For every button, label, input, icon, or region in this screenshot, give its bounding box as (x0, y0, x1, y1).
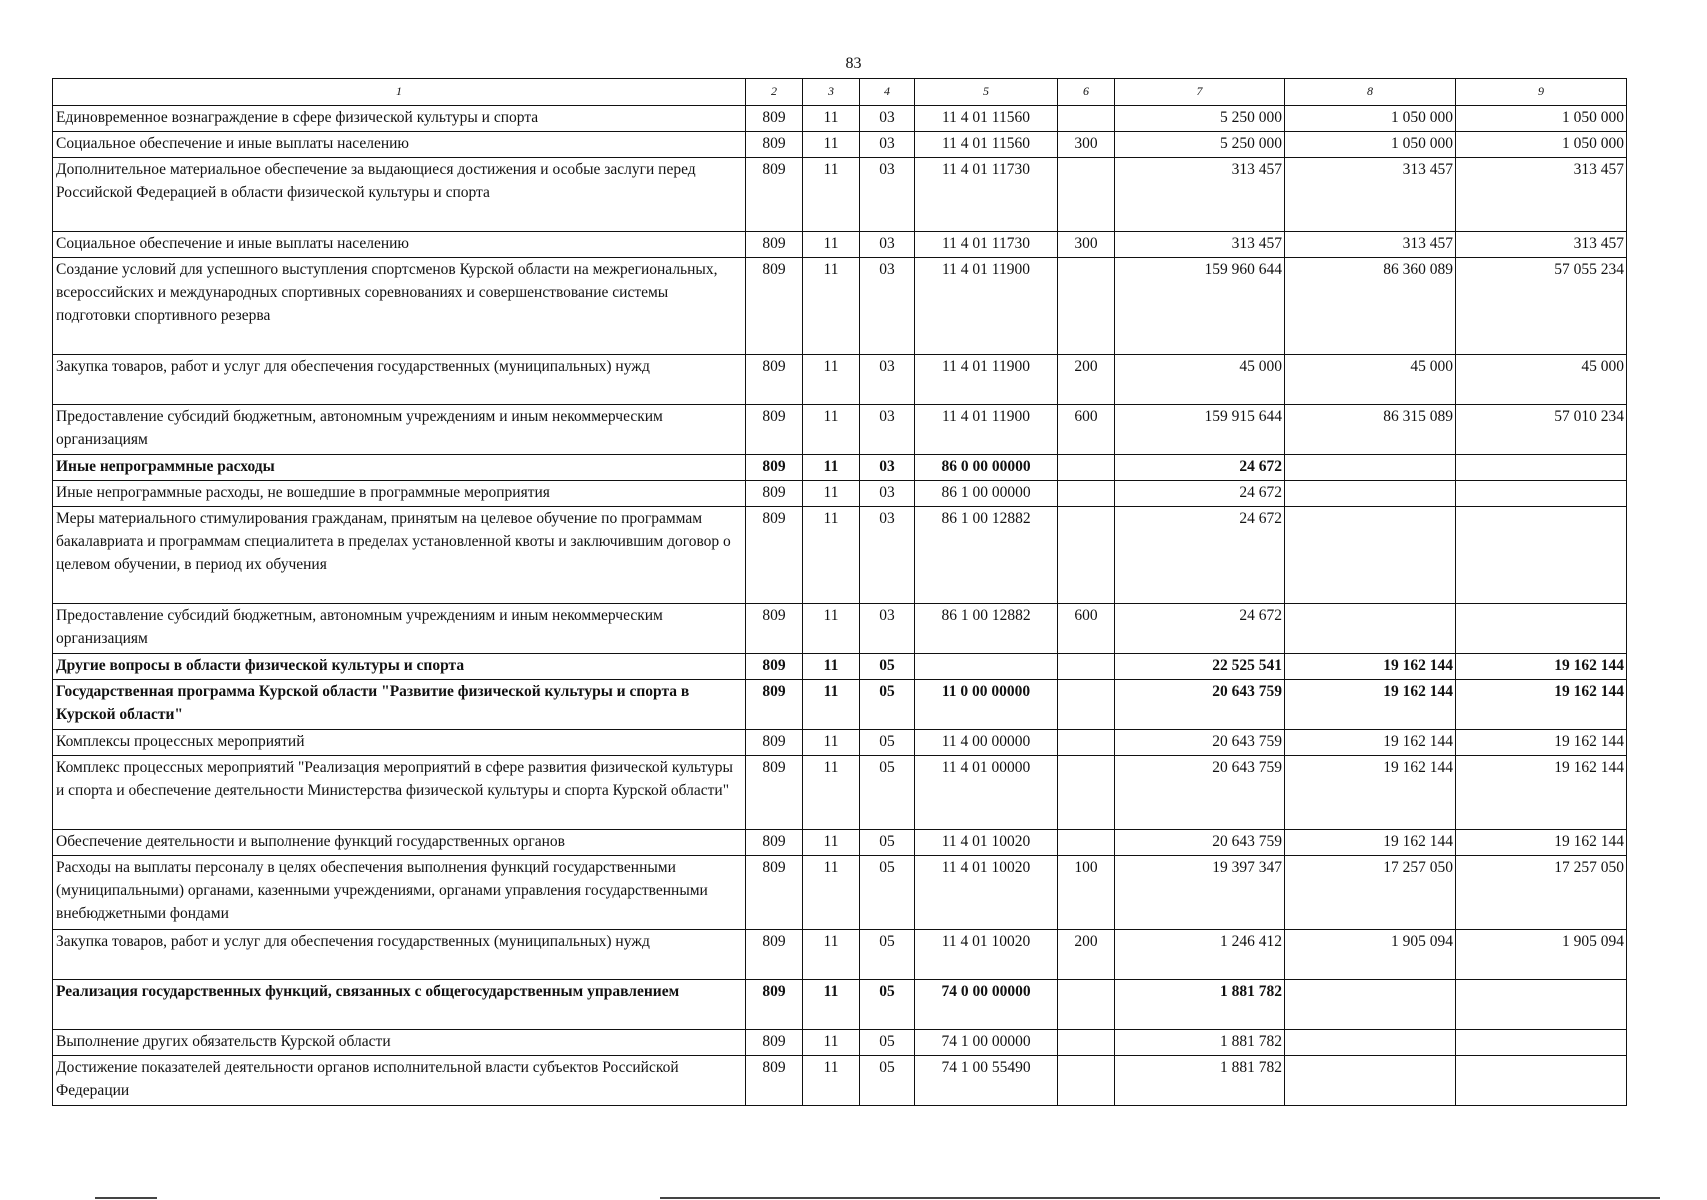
scan-artifact-line (95, 1197, 157, 1199)
row-expense-type: 300 (1058, 132, 1115, 158)
row-name: Единовременное вознаграждение в сфере физической культуры и спорта (53, 106, 746, 132)
row-target-article (915, 654, 1058, 680)
row-section: 11 (803, 604, 860, 654)
row-name: Иные непрограммные расходы (53, 455, 746, 481)
row-gov-code: 809 (746, 232, 803, 258)
row-amount-year-1: 20 643 759 (1115, 680, 1285, 730)
row-section: 11 (803, 980, 860, 1030)
row-subsection: 03 (860, 258, 915, 355)
row-amount-year-3 (1456, 980, 1627, 1030)
row-amount-year-3: 1 905 094 (1456, 930, 1627, 980)
row-expense-type: 200 (1058, 355, 1115, 405)
row-expense-type (1058, 980, 1115, 1030)
row-target-article: 86 1 00 12882 (915, 507, 1058, 604)
row-name: Социальное обеспечение и иные выплаты населению (53, 232, 746, 258)
table-row (53, 455, 1627, 481)
row-section: 11 (803, 654, 860, 680)
row-amount-year-2: 45 000 (1285, 355, 1456, 405)
row-expense-type (1058, 654, 1115, 680)
row-amount-year-1: 1 881 782 (1115, 980, 1285, 1030)
row-gov-code: 809 (746, 132, 803, 158)
row-section: 11 (803, 1056, 860, 1106)
column-number-7: 7 (1115, 79, 1285, 106)
row-amount-year-1: 20 643 759 (1115, 756, 1285, 830)
row-amount-year-3: 57 055 234 (1456, 258, 1627, 355)
row-amount-year-2: 1 050 000 (1285, 132, 1456, 158)
row-expense-type: 600 (1058, 604, 1115, 654)
table-body (53, 106, 1627, 1106)
row-target-article: 86 0 00 00000 (915, 455, 1058, 481)
row-gov-code: 809 (746, 507, 803, 604)
row-amount-year-2 (1285, 604, 1456, 654)
row-amount-year-3: 19 162 144 (1456, 654, 1627, 680)
row-name: Комплексы процессных мероприятий (53, 730, 746, 756)
table-row (53, 830, 1627, 856)
row-gov-code: 809 (746, 481, 803, 507)
row-subsection: 03 (860, 455, 915, 481)
row-name: Предоставление субсидий бюджетным, автономным учреждениям и иным некоммерческим организациям (53, 604, 746, 654)
row-amount-year-2 (1285, 481, 1456, 507)
row-target-article: 86 1 00 00000 (915, 481, 1058, 507)
row-name: Меры материального стимулирования гражданам, принятым на целевое обучение по программам бакалавриата и программам специалитета в пределах установленной квоты и заключившим договор о целевом обучении, в период их обучения (53, 507, 746, 604)
row-gov-code: 809 (746, 756, 803, 830)
row-amount-year-2 (1285, 455, 1456, 481)
table-row (53, 258, 1627, 355)
row-section: 11 (803, 132, 860, 158)
table-row (53, 232, 1627, 258)
row-section: 11 (803, 232, 860, 258)
table-row (53, 930, 1627, 980)
row-amount-year-1: 19 397 347 (1115, 856, 1285, 930)
row-amount-year-2: 19 162 144 (1285, 730, 1456, 756)
row-amount-year-2 (1285, 1056, 1456, 1106)
row-section: 11 (803, 856, 860, 930)
row-amount-year-2: 17 257 050 (1285, 856, 1456, 930)
row-name: Дополнительное материальное обеспечение за выдающиеся достижения и особые заслуги перед Российской Федерацией в области физической культуры и спорта (53, 158, 746, 232)
row-amount-year-2: 1 905 094 (1285, 930, 1456, 980)
table-row (53, 481, 1627, 507)
row-amount-year-1: 1 881 782 (1115, 1056, 1285, 1106)
row-gov-code: 809 (746, 455, 803, 481)
row-subsection: 05 (860, 654, 915, 680)
row-expense-type (1058, 106, 1115, 132)
row-amount-year-1: 313 457 (1115, 158, 1285, 232)
row-target-article: 11 4 00 00000 (915, 730, 1058, 756)
row-amount-year-3: 313 457 (1456, 232, 1627, 258)
row-target-article: 11 4 01 00000 (915, 756, 1058, 830)
row-amount-year-1: 22 525 541 (1115, 654, 1285, 680)
column-number-2: 2 (746, 79, 803, 106)
row-gov-code: 809 (746, 258, 803, 355)
table-row (53, 680, 1627, 730)
row-amount-year-3: 19 162 144 (1456, 680, 1627, 730)
table-row (53, 355, 1627, 405)
row-expense-type (1058, 756, 1115, 830)
row-subsection: 03 (860, 232, 915, 258)
table-row (53, 856, 1627, 930)
table-row (53, 507, 1627, 604)
table-row (53, 106, 1627, 132)
row-amount-year-3 (1456, 507, 1627, 604)
row-target-article: 11 4 01 10020 (915, 830, 1058, 856)
row-section: 11 (803, 756, 860, 830)
row-amount-year-1: 313 457 (1115, 232, 1285, 258)
row-subsection: 05 (860, 756, 915, 830)
page-number: 83 (845, 55, 862, 72)
row-amount-year-1: 20 643 759 (1115, 730, 1285, 756)
row-amount-year-1: 1 881 782 (1115, 1030, 1285, 1056)
row-amount-year-3: 1 050 000 (1456, 132, 1627, 158)
row-amount-year-1: 24 672 (1115, 507, 1285, 604)
column-number-1: 1 (53, 79, 746, 106)
column-number-8: 8 (1285, 79, 1456, 106)
table-row (53, 132, 1627, 158)
row-expense-type (1058, 258, 1115, 355)
row-amount-year-2 (1285, 507, 1456, 604)
row-amount-year-3: 1 050 000 (1456, 106, 1627, 132)
row-subsection: 05 (860, 680, 915, 730)
scan-artifact-line (660, 1197, 1660, 1199)
row-expense-type: 100 (1058, 856, 1115, 930)
row-target-article: 11 4 01 11900 (915, 355, 1058, 405)
row-gov-code: 809 (746, 1056, 803, 1106)
table-row (53, 756, 1627, 830)
row-name: Комплекс процессных мероприятий "Реализация мероприятий в сфере развития физической культуры и спорта и обеспечение деятельности Министерства физической культуры и спорта Курской области" (53, 756, 746, 830)
row-expense-type (1058, 1056, 1115, 1106)
row-section: 11 (803, 507, 860, 604)
row-target-article: 11 4 01 11560 (915, 106, 1058, 132)
row-section: 11 (803, 258, 860, 355)
row-name: Социальное обеспечение и иные выплаты населению (53, 132, 746, 158)
row-name: Закупка товаров, работ и услуг для обеспечения государственных (муниципальных) нужд (53, 930, 746, 980)
row-amount-year-1: 5 250 000 (1115, 106, 1285, 132)
row-amount-year-2: 313 457 (1285, 232, 1456, 258)
row-section: 11 (803, 405, 860, 455)
table-row (53, 158, 1627, 232)
row-name: Расходы на выплаты персоналу в целях обеспечения выполнения функций государственными (муниципальными) органами, казенными учреждениями, органами управления государственными внебюджетными фондами (53, 856, 746, 930)
row-amount-year-2 (1285, 980, 1456, 1030)
row-name: Закупка товаров, работ и услуг для обеспечения государственных (муниципальных) нужд (53, 355, 746, 405)
row-target-article: 86 1 00 12882 (915, 604, 1058, 654)
row-amount-year-1: 1 246 412 (1115, 930, 1285, 980)
row-amount-year-2: 19 162 144 (1285, 830, 1456, 856)
row-amount-year-3 (1456, 604, 1627, 654)
row-name: Реализация государственных функций, связанных с общегосударственным управлением (53, 980, 746, 1030)
row-amount-year-3: 313 457 (1456, 158, 1627, 232)
row-section: 11 (803, 355, 860, 405)
column-number-row (53, 79, 1627, 106)
row-gov-code: 809 (746, 604, 803, 654)
row-subsection: 05 (860, 1030, 915, 1056)
row-gov-code: 809 (746, 405, 803, 455)
row-name: Выполнение других обязательств Курской области (53, 1030, 746, 1056)
table-header (53, 79, 1627, 106)
row-subsection: 05 (860, 980, 915, 1030)
row-subsection: 05 (860, 830, 915, 856)
row-amount-year-3 (1456, 455, 1627, 481)
column-number-9: 9 (1456, 79, 1627, 106)
row-name: Государственная программа Курской области "Развитие физической культуры и спорта в Курской области" (53, 680, 746, 730)
row-gov-code: 809 (746, 980, 803, 1030)
row-amount-year-3: 57 010 234 (1456, 405, 1627, 455)
row-target-article: 74 1 00 55490 (915, 1056, 1058, 1106)
row-section: 11 (803, 680, 860, 730)
row-amount-year-1: 24 672 (1115, 455, 1285, 481)
row-subsection: 05 (860, 730, 915, 756)
table-row (53, 405, 1627, 455)
row-name: Другие вопросы в области физической культуры и спорта (53, 654, 746, 680)
row-gov-code: 809 (746, 680, 803, 730)
row-amount-year-2: 86 360 089 (1285, 258, 1456, 355)
row-target-article: 11 4 01 11730 (915, 232, 1058, 258)
row-name: Достижение показателей деятельности органов исполнительной власти субъектов Российской Федерации (53, 1056, 746, 1106)
row-gov-code: 809 (746, 730, 803, 756)
table-row (53, 730, 1627, 756)
table-row (53, 1056, 1627, 1106)
row-target-article: 11 4 01 10020 (915, 856, 1058, 930)
row-target-article: 11 0 00 00000 (915, 680, 1058, 730)
row-expense-type (1058, 507, 1115, 604)
row-target-article: 74 1 00 00000 (915, 1030, 1058, 1056)
table-row (53, 654, 1627, 680)
row-section: 11 (803, 830, 860, 856)
row-expense-type (1058, 158, 1115, 232)
row-section: 11 (803, 455, 860, 481)
row-amount-year-2: 1 050 000 (1285, 106, 1456, 132)
row-target-article: 11 4 01 11560 (915, 132, 1058, 158)
table-row (53, 980, 1627, 1030)
row-gov-code: 809 (746, 106, 803, 132)
budget-table (52, 78, 1627, 1106)
column-number-3: 3 (803, 79, 860, 106)
row-name: Иные непрограммные расходы, не вошедшие в программные мероприятия (53, 481, 746, 507)
row-amount-year-2: 19 162 144 (1285, 654, 1456, 680)
row-subsection: 03 (860, 106, 915, 132)
row-expense-type: 300 (1058, 232, 1115, 258)
row-expense-type (1058, 680, 1115, 730)
row-subsection: 03 (860, 405, 915, 455)
row-name: Создание условий для успешного выступления спортсменов Курской области на межрегиональных, всероссийских и международных спортивных соревнованиях и совершенствование системы подготовки спортивного резерва (53, 258, 746, 355)
row-gov-code: 809 (746, 930, 803, 980)
row-amount-year-3: 19 162 144 (1456, 830, 1627, 856)
row-amount-year-2 (1285, 1030, 1456, 1056)
column-number-4: 4 (860, 79, 915, 106)
table-row (53, 1030, 1627, 1056)
row-subsection: 05 (860, 1056, 915, 1106)
row-amount-year-1: 24 672 (1115, 604, 1285, 654)
row-gov-code: 809 (746, 654, 803, 680)
row-amount-year-2: 86 315 089 (1285, 405, 1456, 455)
row-name: Предоставление субсидий бюджетным, автономным учреждениям и иным некоммерческим организациям (53, 405, 746, 455)
row-amount-year-3: 19 162 144 (1456, 756, 1627, 830)
row-target-article: 74 0 00 00000 (915, 980, 1058, 1030)
row-target-article: 11 4 01 10020 (915, 930, 1058, 980)
row-amount-year-1: 24 672 (1115, 481, 1285, 507)
row-expense-type (1058, 830, 1115, 856)
row-target-article: 11 4 01 11730 (915, 158, 1058, 232)
row-amount-year-1: 20 643 759 (1115, 830, 1285, 856)
row-subsection: 03 (860, 604, 915, 654)
row-amount-year-2: 19 162 144 (1285, 680, 1456, 730)
row-subsection: 03 (860, 481, 915, 507)
row-target-article: 11 4 01 11900 (915, 405, 1058, 455)
row-name: Обеспечение деятельности и выполнение функций государственных органов (53, 830, 746, 856)
table-row (53, 604, 1627, 654)
row-amount-year-1: 5 250 000 (1115, 132, 1285, 158)
row-amount-year-3 (1456, 1056, 1627, 1106)
row-amount-year-3 (1456, 481, 1627, 507)
row-expense-type: 600 (1058, 405, 1115, 455)
row-subsection: 03 (860, 355, 915, 405)
row-section: 11 (803, 930, 860, 980)
column-number-6: 6 (1058, 79, 1115, 106)
row-amount-year-3: 45 000 (1456, 355, 1627, 405)
row-amount-year-2: 19 162 144 (1285, 756, 1456, 830)
row-amount-year-2: 313 457 (1285, 158, 1456, 232)
row-amount-year-1: 45 000 (1115, 355, 1285, 405)
row-section: 11 (803, 158, 860, 232)
row-section: 11 (803, 1030, 860, 1056)
row-amount-year-1: 159 960 644 (1115, 258, 1285, 355)
row-amount-year-3: 19 162 144 (1456, 730, 1627, 756)
row-gov-code: 809 (746, 1030, 803, 1056)
row-expense-type (1058, 1030, 1115, 1056)
row-subsection: 03 (860, 132, 915, 158)
row-gov-code: 809 (746, 856, 803, 930)
row-gov-code: 809 (746, 830, 803, 856)
row-amount-year-1: 159 915 644 (1115, 405, 1285, 455)
column-number-5: 5 (915, 79, 1058, 106)
row-amount-year-3: 17 257 050 (1456, 856, 1627, 930)
row-expense-type (1058, 455, 1115, 481)
row-subsection: 03 (860, 507, 915, 604)
row-section: 11 (803, 481, 860, 507)
row-expense-type (1058, 481, 1115, 507)
row-target-article: 11 4 01 11900 (915, 258, 1058, 355)
row-expense-type: 200 (1058, 930, 1115, 980)
row-expense-type (1058, 730, 1115, 756)
row-subsection: 05 (860, 856, 915, 930)
row-amount-year-3 (1456, 1030, 1627, 1056)
row-section: 11 (803, 730, 860, 756)
row-gov-code: 809 (746, 158, 803, 232)
row-gov-code: 809 (746, 355, 803, 405)
row-section: 11 (803, 106, 860, 132)
row-subsection: 03 (860, 158, 915, 232)
row-subsection: 05 (860, 930, 915, 980)
